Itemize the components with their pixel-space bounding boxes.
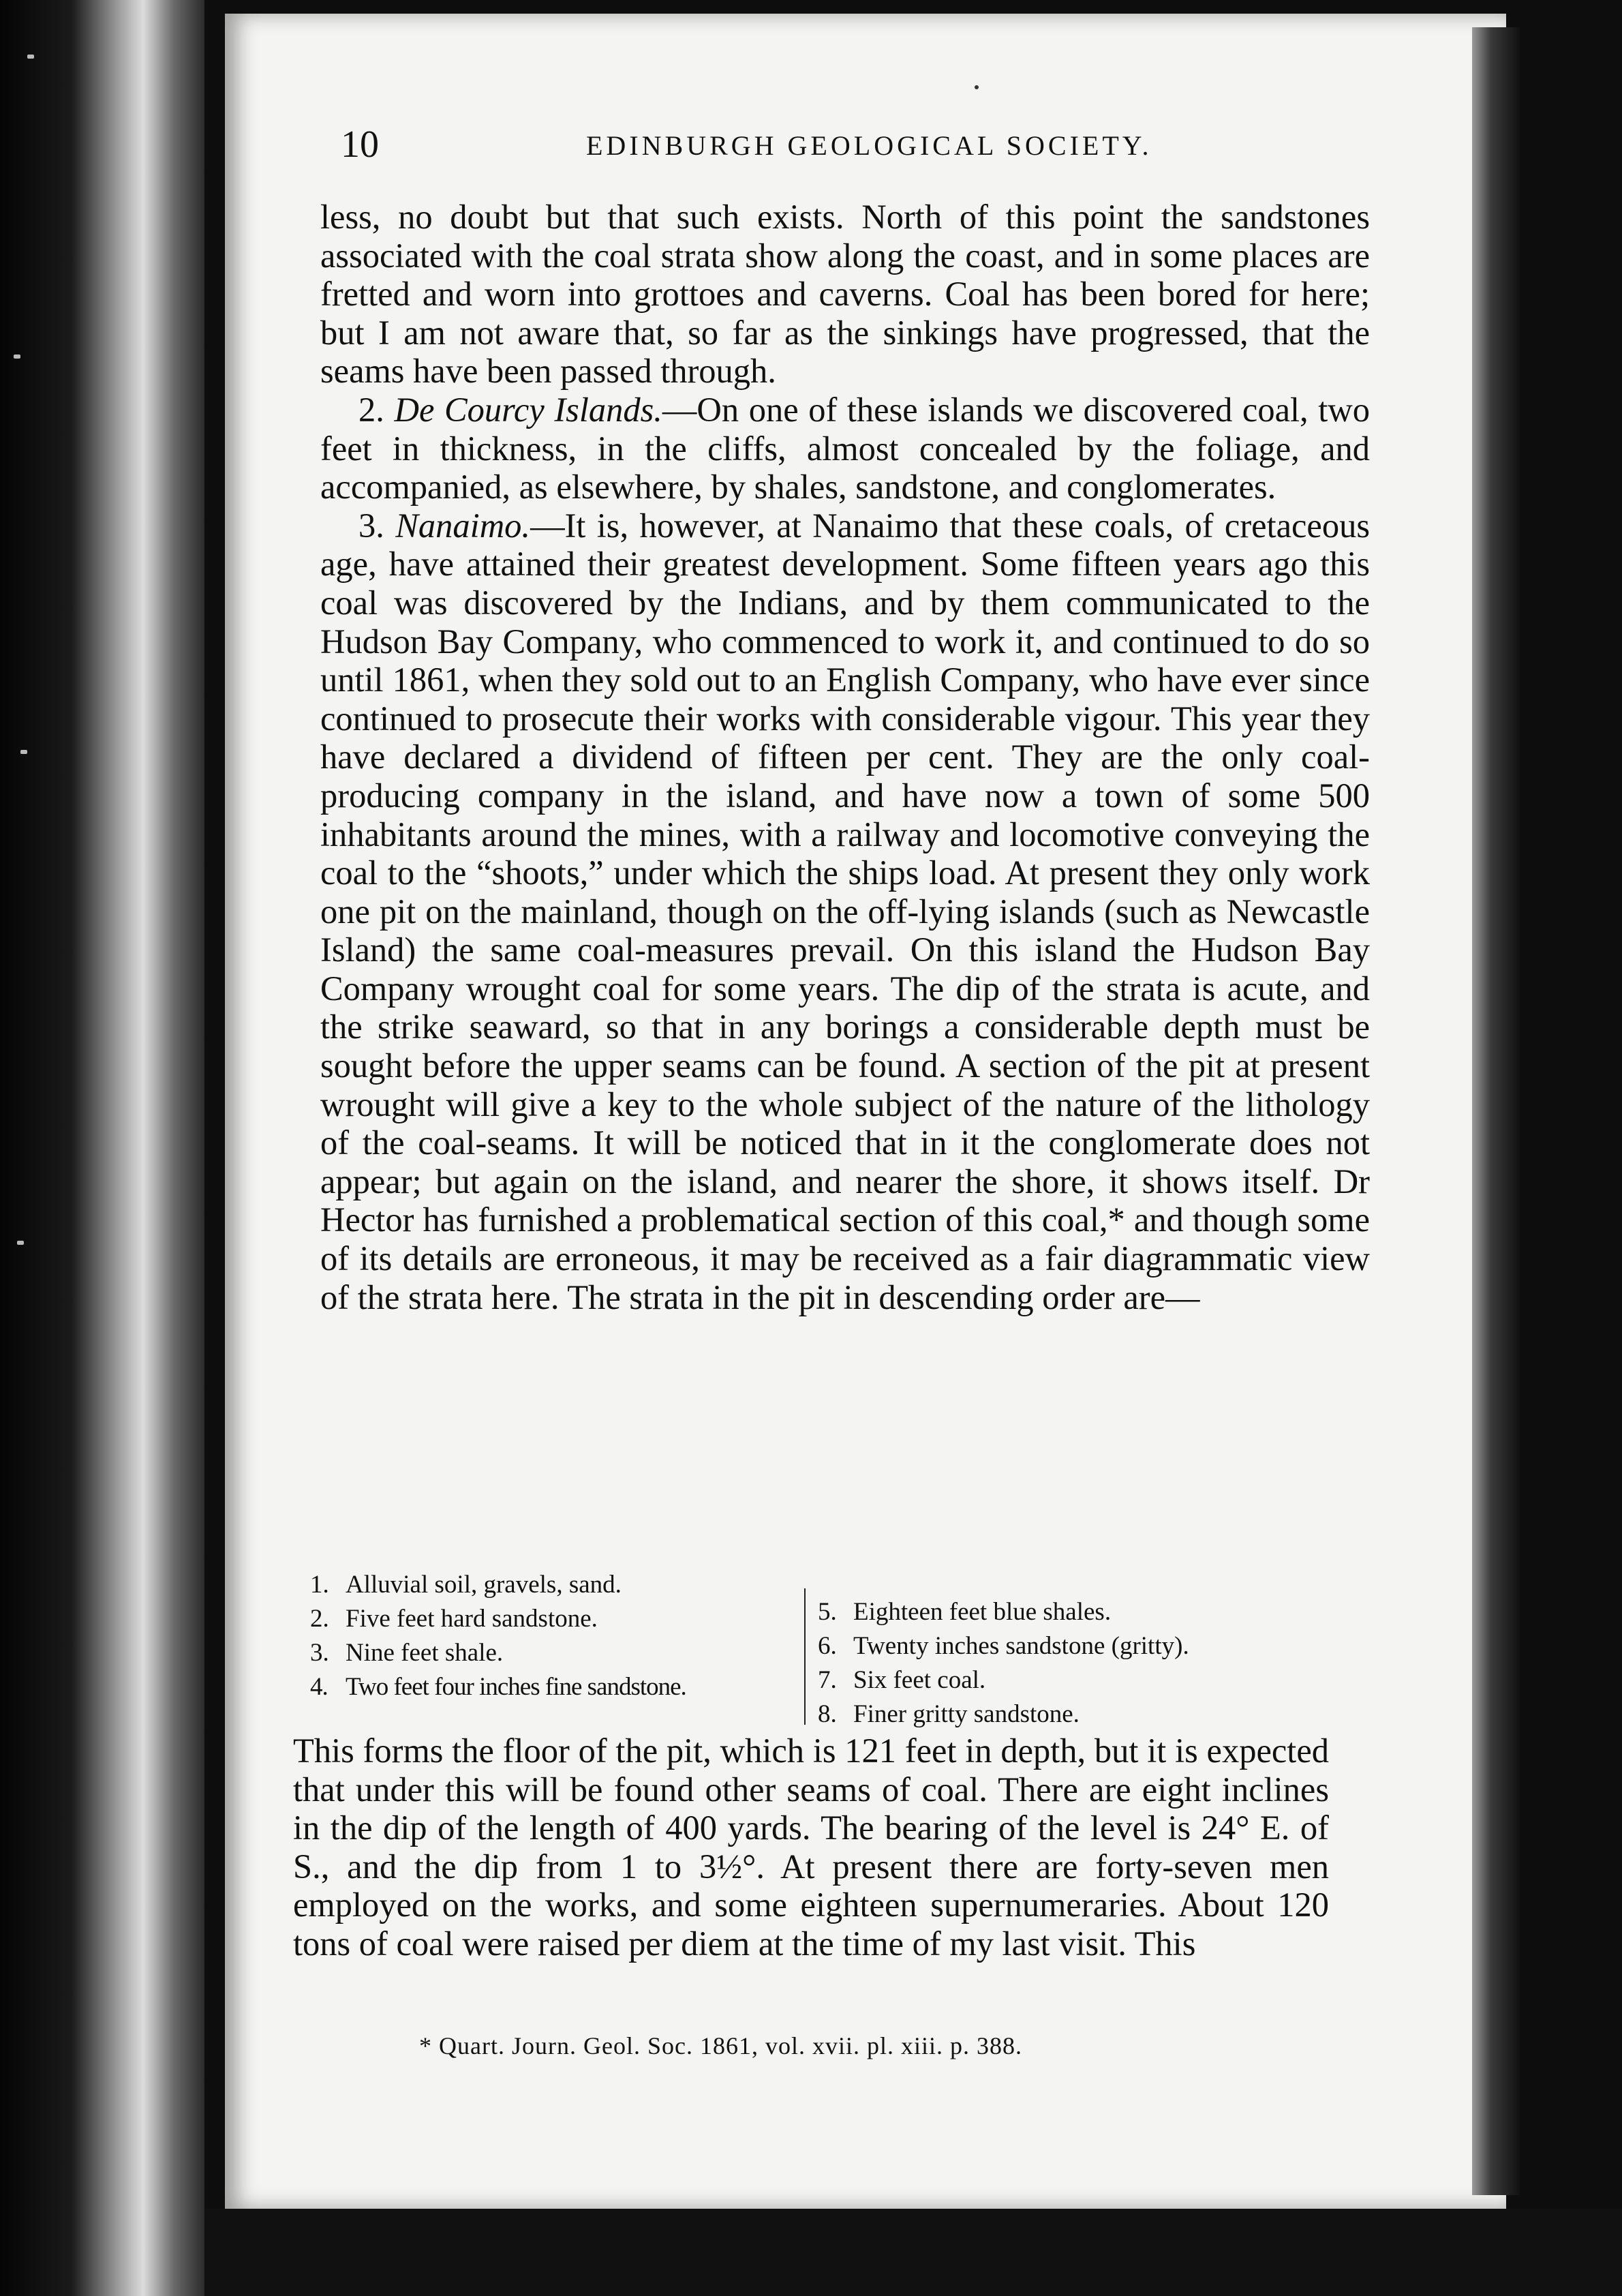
item-number: 3. [310, 1639, 329, 1667]
scan-speck [20, 750, 27, 754]
item-number: 5. [818, 1598, 837, 1626]
page-edge [1472, 27, 1520, 2195]
item-number: 7. [818, 1666, 837, 1694]
closing-text [293, 1732, 1329, 1963]
item-number: 6. [818, 1632, 837, 1660]
paragraph-text: less, no doubt but that such exists. North of this point the sandstones associated with the coal strata show along the coast, and in some places are fretted and worn into grottoes and caverns. Coal has been bored for here; but I am not aware that, so far as the sinkings have progressed, that the seams have been passed through. [320, 198, 1370, 391]
item-text: Eighteen feet blue shales. [853, 1598, 1112, 1626]
page-number: 10 [341, 123, 379, 166]
paragraph [320, 198, 1370, 391]
item-number: 2. [310, 1605, 329, 1633]
scan-speck [17, 1241, 24, 1245]
paragraph [320, 391, 1370, 507]
paragraph-text: —It is, however, at Nanaimo that these coals, of cretaceous age, have attained their greatest development. Some fifteen years ago this coal was discovered by the Indians, and by them communicated to the Hudson Bay Company, who commenced to work it, and continued to do so until 1861, when they sold out to an English Company, who have ever since continued to prosecute their works with considerable vigour. This year they have declared a dividend of fifteen per cent. They are the only coal-producing company in the island, and have now a town of some 500 inhabitants around the mines, with a railway and locomotive conveying the coal to the “shoots,” under which the ships load. At present they only work one pit on the mainland, though on the off-lying islands (such as Newcastle Island) the same coal-measures prevail. On this island the Hudson Bay Company wrought coal for some years. The dip of the strata is acute, and the strike seaward, so that in any borings a considerable depth must be sought before the upper seams can be found. A section of the pit at present wrought will give a key to the whole subject of the nature of the lithology of the coal-seams. It will be noticed that in it the conglomerate does not appear; but again on the island, and nearer the shore, it shows itself. Dr Hector has furnished a problematical section of this coal,* and though some of its details are erroneous, it may be received as a fair diagrammatic view of the strata here. The strata in the pit in descending order are— [320, 506, 1371, 1316]
scan-background [204, 2209, 1622, 2296]
list-item [310, 1602, 801, 1636]
item-text: Finer gritty sandstone. [853, 1700, 1080, 1728]
list-item [818, 1629, 1404, 1663]
list-item [818, 1697, 1404, 1732]
main-text [320, 198, 1370, 1316]
page-header [341, 123, 1404, 177]
paragraph-text: —On one of these islands we discovered coal, two feet in thickness, in the cliffs, almost concealed by the foliage, and accompanied, as elsewhere, by shales, sandstone, and conglomerates. [320, 390, 1371, 507]
book-binding [0, 0, 204, 2296]
section-number: 2. [358, 390, 395, 429]
item-text: Twenty inches sandstone (gritty). [853, 1632, 1189, 1660]
item-number: 8. [818, 1700, 837, 1728]
list-item [310, 1568, 801, 1602]
strata-list-left [310, 1568, 801, 1704]
scan-speck [14, 354, 20, 359]
section-title: De Courcy Islands. [394, 390, 662, 429]
paragraph [320, 507, 1370, 1316]
item-number: 4. [310, 1673, 328, 1701]
footnote: * Quart. Journ. Geol. Soc. 1861, vol. xvii. pl. xiii. p. 388. [419, 2032, 1022, 2059]
running-head: EDINBURGH GEOLOGICAL SOCIETY. [586, 130, 1152, 161]
scan-speck [27, 55, 34, 59]
item-text: Nine feet shale. [346, 1639, 504, 1667]
speck [975, 85, 979, 89]
paragraph: This forms the floor of the pit, which is 121 feet in depth, but it is expected that under this will be found other seams of coal. There are eight inclines in the dip of the length of 400 yards. The bearing of the level is 24° E. of S., and the dip from 1 to 3½°. At present there are forty-seven men employed on the works, and some eighteen supernumeraries. About 120 tons of coal were raised per diem at the time of my last visit. This [293, 1732, 1329, 1963]
list-item [310, 1670, 801, 1704]
item-text: Six feet coal. [853, 1666, 986, 1694]
section-number: 3. [358, 506, 396, 545]
list-item [310, 1636, 801, 1670]
list-item [818, 1663, 1404, 1697]
section-title: Nanaimo. [395, 506, 531, 545]
strata-list-right [818, 1595, 1404, 1732]
item-text: Two feet four inches fine sandstone. [346, 1673, 686, 1701]
list-item [818, 1595, 1404, 1629]
item-text: Alluvial soil, gravels, sand. [346, 1571, 622, 1599]
list-divider [804, 1588, 806, 1725]
item-number: 1. [310, 1571, 329, 1599]
strata-list [310, 1568, 1401, 1732]
item-text: Five feet hard sandstone. [346, 1605, 598, 1633]
